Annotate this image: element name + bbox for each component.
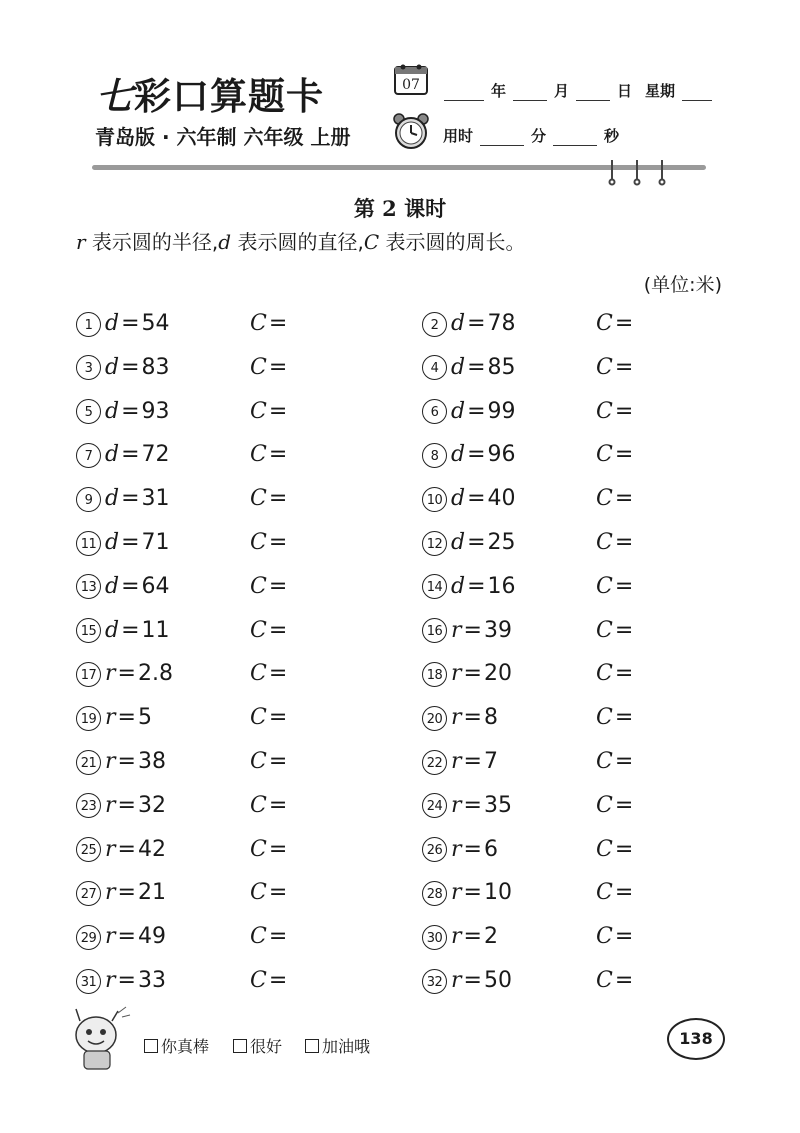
answer-variable: C — [250, 661, 267, 687]
rating-good-checkbox[interactable] — [233, 1039, 247, 1053]
equals-sign: = — [614, 924, 634, 950]
problem-31 — [76, 965, 166, 997]
problem-variable: d — [105, 354, 120, 380]
problem-30 — [422, 921, 498, 953]
equals-sign: = — [463, 924, 482, 950]
answer-field-27[interactable] — [250, 877, 287, 909]
rating-great[interactable] — [144, 1034, 209, 1057]
equals-sign: = — [117, 880, 136, 906]
problem-variable: d — [451, 573, 466, 599]
equals-sign: = — [614, 880, 634, 906]
equals-sign: = — [268, 924, 288, 950]
equals-sign: = — [614, 486, 634, 512]
problem-value: 2.8 — [137, 661, 173, 687]
month-blank[interactable] — [513, 86, 547, 101]
problem-value: 25 — [487, 530, 516, 555]
equals-sign: = — [467, 442, 486, 468]
equals-sign: = — [467, 398, 486, 424]
brand-title — [96, 66, 324, 120]
problem-6 — [422, 396, 516, 428]
equals-sign: = — [463, 880, 482, 906]
rating-keep-going[interactable] — [305, 1034, 370, 1057]
equals-sign: = — [268, 880, 288, 906]
equals-sign: = — [268, 968, 288, 993]
problem-number: 26 — [422, 837, 447, 862]
problem-value: 21 — [137, 880, 166, 906]
problem-number: 23 — [76, 793, 101, 818]
equals-sign: = — [614, 311, 634, 336]
problem-value: 83 — [141, 354, 170, 380]
day-label: 日 — [617, 82, 633, 100]
problem-number: 15 — [76, 618, 101, 643]
problem-variable: r — [105, 661, 116, 687]
problem-number: 21 — [76, 750, 101, 775]
brand-rest: 彩口算题卡 — [134, 75, 324, 118]
problem-number: 11 — [76, 531, 101, 556]
rating-keep-going-checkbox[interactable] — [305, 1039, 319, 1053]
equals-sign: = — [268, 836, 288, 862]
problem-value: 16 — [487, 573, 516, 599]
instruction-text-3: 表示圆的周长。 — [379, 230, 526, 254]
equals-sign: = — [614, 968, 634, 993]
problem-value: 7 — [483, 749, 498, 774]
problem-value: 33 — [137, 968, 166, 993]
problem-variable: r — [451, 661, 462, 687]
instruction-var-c: C — [363, 230, 380, 254]
rating-good[interactable] — [233, 1034, 282, 1057]
answer-field-10[interactable] — [596, 483, 633, 515]
problem-value: 39 — [483, 617, 512, 643]
problem-10 — [422, 483, 516, 515]
instruction-var-r: r — [76, 230, 86, 254]
problem-variable: d — [105, 311, 120, 336]
problem-variable: r — [451, 749, 462, 774]
problem-variable: r — [451, 968, 462, 993]
equals-sign: = — [467, 530, 486, 555]
problem-9 — [76, 483, 170, 515]
seconds-label: 秒 — [604, 127, 620, 145]
answer-field-18[interactable] — [596, 658, 633, 690]
answer-variable: C — [596, 398, 613, 424]
problem-variable: r — [451, 880, 462, 906]
equals-sign: = — [121, 486, 140, 512]
equals-sign: = — [463, 792, 482, 818]
mascot-illustration-icon — [66, 1003, 136, 1073]
edition-label: 青岛版 · 六年制 六年级 上册 — [95, 125, 351, 149]
equals-sign: = — [614, 442, 634, 468]
problem-number: 14 — [422, 574, 447, 599]
day-blank[interactable] — [576, 86, 610, 101]
problem-value: 20 — [483, 661, 512, 687]
equals-sign: = — [467, 354, 486, 380]
problem-variable: d — [451, 530, 466, 555]
problem-variable: d — [105, 398, 120, 424]
unit-label: (单位:米) — [643, 274, 722, 296]
answer-field-16[interactable] — [596, 615, 633, 647]
binder-rings-icon — [604, 158, 670, 186]
equals-sign: = — [463, 661, 482, 687]
problem-1 — [76, 308, 170, 340]
problem-number: 16 — [422, 618, 447, 643]
page-number: 138 — [667, 1018, 725, 1060]
equals-sign: = — [268, 617, 288, 643]
problem-value: 96 — [487, 442, 516, 468]
answer-field-4[interactable] — [596, 352, 633, 384]
problem-value: 38 — [137, 749, 166, 774]
year-blank[interactable] — [444, 86, 484, 101]
equals-sign: = — [268, 573, 288, 599]
date-fill-row — [440, 80, 716, 101]
problem-variable: d — [105, 617, 120, 643]
answer-field-20[interactable] — [596, 702, 633, 734]
equals-sign: = — [614, 398, 634, 424]
rating-good-label: 很好 — [250, 1037, 283, 1056]
answer-field-5[interactable] — [250, 396, 287, 428]
answer-variable: C — [250, 968, 267, 993]
equals-sign: = — [268, 486, 288, 512]
answer-field-31[interactable] — [250, 965, 287, 997]
rating-great-checkbox[interactable] — [144, 1039, 158, 1053]
clock-icon — [391, 111, 431, 151]
problem-23 — [76, 790, 166, 822]
problem-value: 2 — [483, 924, 498, 950]
rating-great-label: 你真棒 — [161, 1037, 210, 1056]
equals-sign: = — [117, 705, 136, 731]
answer-variable: C — [250, 486, 267, 512]
rating-keep-going-label: 加油哦 — [322, 1037, 371, 1056]
problem-value: 6 — [483, 836, 498, 862]
equals-sign: = — [268, 749, 288, 774]
answer-variable: C — [250, 792, 267, 818]
answer-variable: C — [596, 573, 613, 599]
problem-number: 19 — [76, 706, 101, 731]
equals-sign: = — [614, 617, 634, 643]
problem-value: 35 — [483, 792, 512, 818]
answer-variable: C — [250, 924, 267, 950]
equals-sign: = — [117, 749, 136, 774]
problem-number: 25 — [76, 837, 101, 862]
answer-field-11[interactable] — [250, 527, 287, 559]
year-label: 年 — [491, 82, 507, 100]
time-label: 用时 — [443, 127, 474, 145]
problem-variable: d — [105, 530, 120, 555]
problem-value: 50 — [483, 968, 512, 993]
equals-sign: = — [121, 354, 140, 380]
equals-sign: = — [467, 311, 486, 336]
problem-number: 7 — [76, 443, 101, 468]
equals-sign: = — [268, 311, 288, 336]
answer-field-15[interactable] — [250, 615, 287, 647]
problem-value: 72 — [141, 442, 170, 468]
answer-variable: C — [596, 442, 613, 468]
problem-number: 3 — [76, 355, 101, 380]
equals-sign: = — [268, 705, 288, 731]
problem-number: 32 — [422, 969, 447, 994]
problem-variable: r — [105, 836, 116, 862]
problem-variable: r — [451, 836, 462, 862]
problem-3 — [76, 352, 170, 384]
problem-2 — [422, 308, 516, 340]
answer-field-24[interactable] — [596, 790, 633, 822]
answer-field-8[interactable] — [596, 439, 633, 471]
equals-sign: = — [614, 705, 634, 731]
answer-field-22[interactable] — [596, 746, 633, 778]
lesson-title: 第 2 课时 — [353, 196, 447, 221]
problem-number: 12 — [422, 531, 447, 556]
problem-number: 5 — [76, 399, 101, 424]
problem-8 — [422, 439, 516, 471]
problem-variable: d — [451, 398, 466, 424]
instruction-text-1: 表示圆的半径, — [85, 230, 219, 254]
problem-variable: d — [105, 442, 120, 468]
problem-27 — [76, 877, 166, 909]
equals-sign: = — [268, 398, 288, 424]
problem-32 — [422, 965, 512, 997]
problem-value: 93 — [141, 398, 170, 424]
equals-sign: = — [467, 573, 486, 599]
equals-sign: = — [117, 968, 136, 993]
answer-variable: C — [250, 836, 267, 862]
calendar-day: 07 — [402, 77, 420, 93]
problem-22 — [422, 746, 498, 778]
answer-field-7[interactable] — [250, 439, 287, 471]
instruction-var-d: d — [218, 230, 232, 254]
problem-number: 6 — [422, 399, 447, 424]
problem-variable: d — [451, 486, 466, 512]
answer-variable: C — [250, 617, 267, 643]
answer-variable: C — [596, 486, 613, 512]
problem-number: 31 — [76, 969, 101, 994]
weekday-blank[interactable] — [682, 86, 712, 101]
problem-11 — [76, 527, 170, 559]
problem-14 — [422, 571, 516, 603]
answer-variable: C — [250, 705, 267, 731]
problem-value: 49 — [137, 924, 166, 950]
calendar-icon — [393, 62, 429, 96]
problem-variable: d — [451, 354, 466, 380]
equals-sign: = — [117, 924, 136, 950]
answer-variable: C — [596, 880, 613, 906]
equals-sign: = — [117, 792, 136, 818]
answer-field-12[interactable] — [596, 527, 633, 559]
problem-variable: r — [105, 705, 116, 731]
answer-variable: C — [596, 617, 613, 643]
problem-variable: r — [451, 617, 462, 643]
equals-sign: = — [121, 398, 140, 424]
problem-variable: r — [451, 792, 462, 818]
problem-29 — [76, 921, 166, 953]
answer-variable: C — [596, 354, 613, 380]
instruction-text — [76, 226, 525, 255]
problem-number: 9 — [76, 487, 101, 512]
answer-variable: C — [596, 311, 613, 336]
problem-value: 5 — [137, 705, 152, 731]
answer-field-14[interactable] — [596, 571, 633, 603]
month-label: 月 — [554, 82, 570, 100]
answer-variable: C — [250, 442, 267, 468]
problem-number: 13 — [76, 574, 101, 599]
problem-value: 99 — [487, 398, 516, 424]
problem-value: 78 — [487, 311, 516, 336]
answer-field-17[interactable] — [250, 658, 287, 690]
problem-value: 10 — [483, 880, 512, 906]
instruction-text-2: 表示圆的直径, — [231, 230, 364, 254]
problem-variable: r — [451, 705, 462, 731]
problem-number: 28 — [422, 881, 447, 906]
answer-field-23[interactable] — [250, 790, 287, 822]
problem-variable: r — [105, 968, 116, 993]
answer-field-25[interactable] — [250, 834, 287, 866]
problem-18 — [422, 658, 512, 690]
equals-sign: = — [463, 617, 482, 643]
problem-value: 11 — [141, 617, 170, 643]
problem-value: 64 — [141, 573, 170, 599]
answer-field-1[interactable] — [250, 308, 287, 340]
equals-sign: = — [268, 792, 288, 818]
problem-17 — [76, 658, 173, 690]
equals-sign: = — [121, 311, 140, 336]
equals-sign: = — [614, 661, 634, 687]
equals-sign: = — [117, 661, 136, 687]
equals-sign: = — [117, 836, 136, 862]
minutes-label: 分 — [531, 127, 547, 145]
answer-field-21[interactable] — [250, 746, 287, 778]
answer-variable: C — [596, 749, 613, 774]
problem-number: 30 — [422, 925, 447, 950]
problem-number: 22 — [422, 750, 447, 775]
problem-4 — [422, 352, 516, 384]
answer-field-2[interactable] — [596, 308, 633, 340]
equals-sign: = — [463, 968, 482, 993]
problem-value: 31 — [141, 486, 170, 512]
equals-sign: = — [463, 705, 482, 731]
answer-variable: C — [596, 705, 613, 731]
problem-value: 71 — [141, 530, 170, 555]
equals-sign: = — [268, 661, 288, 687]
problem-5 — [76, 396, 170, 428]
equals-sign: = — [614, 530, 634, 555]
problem-number: 20 — [422, 706, 447, 731]
problem-number: 10 — [422, 487, 447, 512]
minutes-blank[interactable] — [480, 131, 524, 146]
weekday-label: 星期 — [645, 82, 676, 100]
answer-field-30[interactable] — [596, 921, 633, 953]
answer-variable: C — [250, 398, 267, 424]
answer-field-29[interactable] — [250, 921, 287, 953]
answer-variable: C — [250, 354, 267, 380]
problem-variable: d — [451, 311, 466, 336]
problem-value: 42 — [137, 836, 166, 862]
answer-variable: C — [250, 530, 267, 555]
problem-24 — [422, 790, 512, 822]
problem-number: 24 — [422, 793, 447, 818]
problem-variable: r — [105, 880, 116, 906]
problem-26 — [422, 834, 498, 866]
problem-number: 17 — [76, 662, 101, 687]
problem-25 — [76, 834, 166, 866]
equals-sign: = — [467, 486, 486, 512]
problem-number: 4 — [422, 355, 447, 380]
answer-field-19[interactable] — [250, 702, 287, 734]
problem-19 — [76, 702, 152, 734]
answer-variable: C — [250, 573, 267, 599]
answer-variable: C — [596, 968, 613, 993]
problem-value: 54 — [141, 311, 170, 336]
answer-field-13[interactable] — [250, 571, 287, 603]
answer-variable: C — [250, 880, 267, 906]
answer-variable: C — [596, 924, 613, 950]
equals-sign: = — [121, 573, 140, 599]
seconds-blank[interactable] — [553, 131, 597, 146]
answer-field-6[interactable] — [596, 396, 633, 428]
answer-field-9[interactable] — [250, 483, 287, 515]
equals-sign: = — [614, 792, 634, 818]
problem-15 — [76, 615, 170, 647]
problem-variable: r — [451, 924, 462, 950]
time-fill-row — [440, 125, 622, 146]
problem-13 — [76, 571, 170, 603]
answer-variable: C — [250, 311, 267, 336]
answer-variable: C — [596, 792, 613, 818]
equals-sign: = — [268, 442, 288, 468]
answer-variable: C — [596, 836, 613, 862]
equals-sign: = — [121, 530, 140, 555]
problem-number: 2 — [422, 312, 447, 337]
problem-16 — [422, 615, 512, 647]
equals-sign: = — [614, 836, 634, 862]
problem-21 — [76, 746, 166, 778]
equals-sign: = — [268, 354, 288, 380]
problem-28 — [422, 877, 512, 909]
problem-number: 27 — [76, 881, 101, 906]
equals-sign: = — [614, 749, 634, 774]
answer-field-26[interactable] — [596, 834, 633, 866]
problem-variable: d — [105, 573, 120, 599]
answer-field-32[interactable] — [596, 965, 633, 997]
problem-number: 1 — [76, 312, 101, 337]
equals-sign: = — [614, 573, 634, 599]
problem-value: 32 — [137, 792, 166, 818]
problem-value: 85 — [487, 354, 516, 380]
problem-variable: r — [105, 924, 116, 950]
problem-number: 8 — [422, 443, 447, 468]
answer-field-3[interactable] — [250, 352, 287, 384]
answer-variable: C — [596, 530, 613, 555]
equals-sign: = — [614, 354, 634, 380]
problem-number: 18 — [422, 662, 447, 687]
problem-value: 40 — [487, 486, 516, 512]
problem-12 — [422, 527, 516, 559]
problem-variable: r — [105, 749, 116, 774]
problem-value: 8 — [483, 705, 498, 731]
problem-7 — [76, 439, 170, 471]
equals-sign: = — [121, 442, 140, 468]
problem-number: 29 — [76, 925, 101, 950]
equals-sign: = — [463, 836, 482, 862]
problem-variable: d — [105, 486, 120, 512]
brand-prefix: 七 — [96, 74, 134, 118]
answer-variable: C — [250, 749, 267, 774]
problem-variable: r — [105, 792, 116, 818]
problem-20 — [422, 702, 498, 734]
answer-variable: C — [596, 661, 613, 687]
problem-variable: d — [451, 442, 466, 468]
answer-field-28[interactable] — [596, 877, 633, 909]
equals-sign: = — [121, 617, 140, 643]
equals-sign: = — [463, 749, 482, 774]
equals-sign: = — [268, 530, 288, 555]
